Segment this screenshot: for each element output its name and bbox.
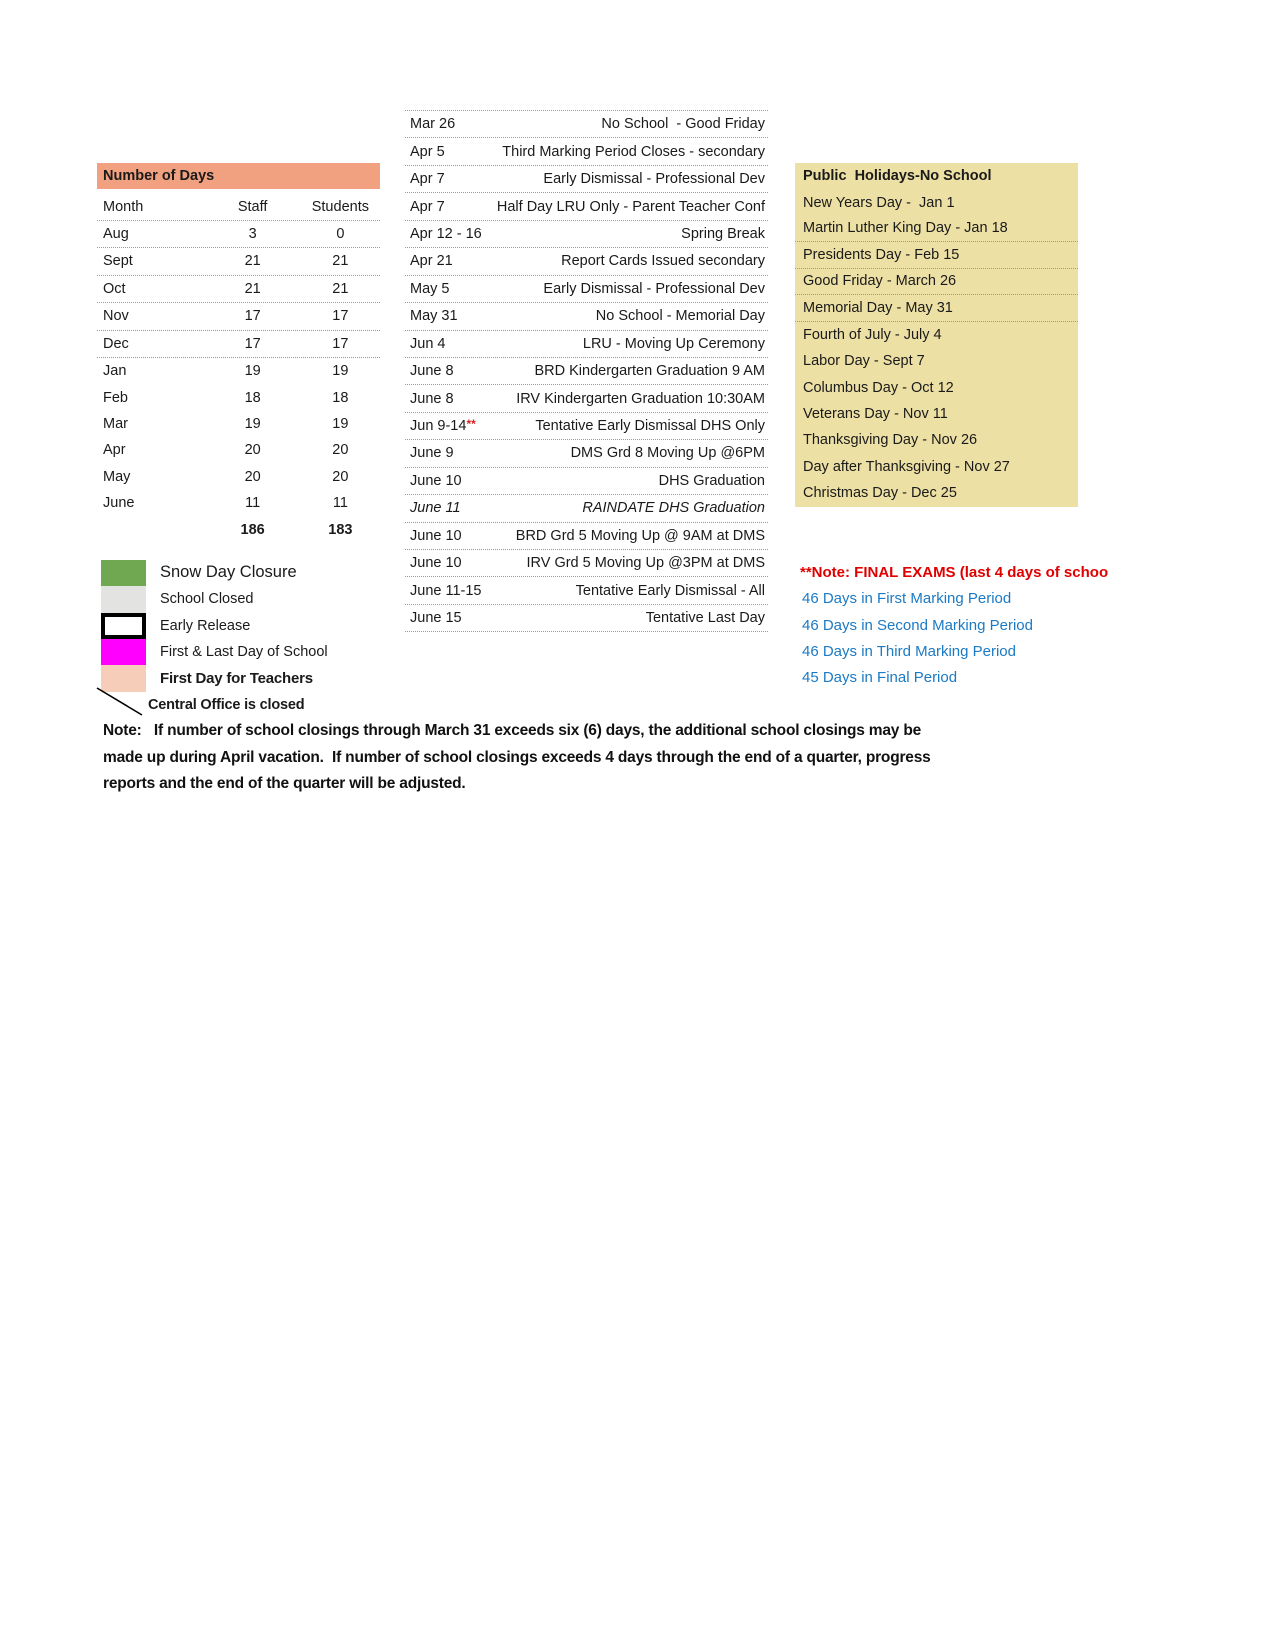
month-cell: Mar bbox=[103, 416, 128, 433]
event-date: Apr 21 bbox=[410, 253, 453, 270]
event-desc: Early Dismissal - Professional Dev bbox=[543, 171, 765, 188]
public-holidays-panel bbox=[795, 163, 1078, 507]
month-cell: Oct bbox=[103, 280, 126, 297]
event-date: Mar 26 bbox=[410, 116, 456, 133]
event-row bbox=[405, 440, 768, 467]
staff-cell: 17 bbox=[244, 335, 261, 352]
staff-cell: 21 bbox=[244, 280, 261, 297]
first-last-day-swatch bbox=[101, 639, 146, 665]
event-desc: Tentative Early Dismissal DHS Only bbox=[535, 418, 765, 435]
event-date: Apr 7 bbox=[410, 198, 445, 215]
event-desc: Third Marking Period Closes - secondary bbox=[502, 143, 765, 160]
event-date: Apr 5 bbox=[410, 143, 445, 160]
students-cell: 20 bbox=[332, 442, 349, 459]
event-desc: Report Cards Issued secondary bbox=[561, 253, 765, 270]
number-of-days-title: Number of Days bbox=[103, 168, 215, 185]
staff-cell: 20 bbox=[244, 468, 261, 485]
holiday-item: Day after Thanksgiving - Nov 27 bbox=[803, 458, 1010, 475]
event-row bbox=[405, 276, 768, 303]
event-row bbox=[405, 358, 768, 385]
event-desc: RAINDATE DHS Graduation bbox=[582, 500, 765, 517]
staff-cell: 19 bbox=[244, 363, 261, 380]
event-row bbox=[405, 138, 768, 165]
holiday-item: Presidents Day - Feb 15 bbox=[795, 242, 1078, 268]
event-desc: DHS Graduation bbox=[658, 472, 765, 489]
event-row bbox=[405, 248, 768, 275]
marking-period-note: 46 Days in Third Marking Period bbox=[802, 642, 1016, 660]
students-cell: 21 bbox=[332, 253, 349, 270]
early-release-swatch bbox=[101, 613, 146, 639]
students-cell: 17 bbox=[332, 308, 349, 325]
note-line: made up during April vacation. If number of school closings exceeds 4 days through the end of a quarter, progress bbox=[103, 748, 931, 766]
legend-item-early-release bbox=[101, 613, 328, 639]
number-of-days-table bbox=[97, 163, 380, 543]
legend-label: Snow Day Closure bbox=[160, 563, 297, 582]
legend-item-snow-day bbox=[101, 560, 328, 586]
totals-row bbox=[97, 517, 380, 543]
holiday-item: Columbus Day - Oct 12 bbox=[803, 379, 954, 396]
event-row bbox=[405, 193, 768, 220]
event-row-raindate bbox=[405, 495, 768, 522]
holiday-item: Thanksgiving Day - Nov 26 bbox=[803, 432, 978, 449]
snow-day-closure-swatch bbox=[101, 560, 146, 586]
color-legend bbox=[101, 560, 328, 692]
legend-item-first-last-day bbox=[101, 639, 328, 665]
month-cell: Aug bbox=[103, 225, 129, 242]
event-row bbox=[405, 605, 768, 632]
legend-label: Early Release bbox=[160, 617, 251, 634]
event-desc: BRD Grd 5 Moving Up @ 9AM at DMS bbox=[515, 527, 765, 544]
holiday-item: Veterans Day - Nov 11 bbox=[803, 406, 948, 423]
students-cell: 18 bbox=[332, 389, 349, 406]
event-date: June 8 bbox=[410, 363, 454, 380]
central-office-label: Central Office is closed bbox=[148, 697, 305, 714]
school-closed-swatch bbox=[101, 586, 146, 612]
staff-total: 186 bbox=[240, 521, 265, 538]
table-row bbox=[97, 464, 380, 490]
event-row bbox=[405, 331, 768, 358]
event-date: June 10 bbox=[410, 527, 462, 544]
event-date: May 31 bbox=[410, 308, 458, 325]
column-header-staff: Staff bbox=[237, 198, 268, 215]
number-of-days-header bbox=[97, 163, 380, 189]
students-cell: 17 bbox=[332, 335, 349, 352]
legend-label: School Closed bbox=[160, 591, 254, 608]
event-date: June 9 bbox=[410, 445, 454, 462]
marking-period-note: 46 Days in Second Marking Period bbox=[802, 616, 1033, 634]
school-closings-note bbox=[103, 718, 1133, 797]
staff-cell: 20 bbox=[244, 442, 261, 459]
month-cell: June bbox=[103, 495, 135, 512]
holiday-item: New Years Day - Jan 1 bbox=[803, 194, 955, 211]
table-row bbox=[97, 248, 380, 275]
table-row bbox=[97, 437, 380, 463]
public-holidays-title: Public Holidays-No School bbox=[803, 168, 992, 185]
event-desc: LRU - Moving Up Ceremony bbox=[582, 335, 765, 352]
month-cell: Jan bbox=[103, 363, 127, 380]
month-cell: Sept bbox=[103, 253, 133, 270]
event-row bbox=[405, 221, 768, 248]
event-desc: Tentative Last Day bbox=[645, 610, 765, 627]
legend-label: First & Last Day of School bbox=[160, 644, 328, 661]
month-cell: Feb bbox=[103, 389, 128, 406]
event-desc: No School - Good Friday bbox=[601, 116, 765, 133]
month-cell: Apr bbox=[103, 442, 126, 459]
event-date: Jun 9-14 bbox=[410, 418, 467, 435]
event-date: Apr 12 - 16 bbox=[410, 225, 482, 242]
event-desc: BRD Kindergarten Graduation 9 AM bbox=[534, 363, 765, 380]
month-cell: Dec bbox=[103, 335, 129, 352]
column-header-students: Students bbox=[311, 198, 369, 215]
students-cell: 21 bbox=[332, 280, 349, 297]
final-exams-note: **Note: FINAL EXAMS (last 4 days of schoo bbox=[800, 563, 1109, 581]
event-date: June 8 bbox=[410, 390, 454, 407]
legend-item-school-closed bbox=[101, 586, 328, 612]
students-total: 183 bbox=[328, 521, 353, 538]
students-cell: 20 bbox=[332, 468, 349, 485]
table-row bbox=[97, 303, 380, 330]
event-row bbox=[405, 303, 768, 330]
students-cell: 11 bbox=[332, 495, 348, 512]
event-row bbox=[405, 413, 768, 440]
days-column-header-row bbox=[97, 193, 380, 220]
table-row bbox=[97, 490, 380, 516]
staff-cell: 17 bbox=[244, 308, 261, 325]
legend-label: First Day for Teachers bbox=[160, 670, 313, 688]
holiday-item: Fourth of July - July 4 bbox=[803, 326, 942, 343]
staff-cell: 11 bbox=[245, 495, 261, 512]
table-row bbox=[97, 411, 380, 437]
table-row bbox=[97, 221, 380, 248]
students-cell: 19 bbox=[332, 416, 349, 433]
central-office-diagonal-line bbox=[94, 686, 146, 718]
students-cell: 0 bbox=[336, 225, 345, 242]
event-desc: DMS Grd 8 Moving Up @6PM bbox=[570, 445, 765, 462]
table-row bbox=[97, 384, 380, 410]
event-desc: Early Dismissal - Professional Dev bbox=[543, 280, 765, 297]
event-desc: Tentative Early Dismissal - All bbox=[575, 582, 765, 599]
event-date: June 11 bbox=[410, 500, 461, 517]
event-date: June 11-15 bbox=[410, 582, 482, 599]
holiday-item: Labor Day - Sept 7 bbox=[803, 353, 925, 370]
number-of-days-rows bbox=[97, 193, 380, 543]
marking-period-note: 46 Days in First Marking Period bbox=[802, 590, 1012, 608]
staff-cell: 18 bbox=[244, 389, 261, 406]
staff-cell: 3 bbox=[248, 225, 257, 242]
holiday-item: Christmas Day - Dec 25 bbox=[803, 485, 957, 502]
event-desc: Spring Break bbox=[681, 225, 765, 242]
event-date: June 10 bbox=[410, 555, 462, 572]
students-cell: 19 bbox=[332, 363, 349, 380]
table-row bbox=[97, 331, 380, 358]
holiday-item: Martin Luther King Day - Jan 18 bbox=[795, 216, 1078, 242]
event-date: June 10 bbox=[410, 472, 462, 489]
event-date: June 15 bbox=[410, 610, 462, 627]
column-header-month: Month bbox=[103, 198, 144, 215]
event-row bbox=[405, 468, 768, 495]
staff-cell: 19 bbox=[244, 416, 261, 433]
events-table bbox=[405, 110, 768, 632]
event-desc: Half Day LRU Only - Parent Teacher Conf bbox=[496, 198, 765, 215]
month-cell: Nov bbox=[103, 308, 129, 325]
event-desc: No School - Memorial Day bbox=[595, 308, 765, 325]
table-row bbox=[97, 358, 380, 384]
event-row bbox=[405, 110, 768, 138]
note-line: Note: If number of school closings through March 31 exceeds six (6) days, the additional school closings may be bbox=[103, 722, 922, 740]
month-cell: May bbox=[103, 468, 131, 485]
note-line: reports and the end of the quarter will be adjusted. bbox=[103, 775, 466, 793]
event-desc: IRV Grd 5 Moving Up @3PM at DMS bbox=[526, 555, 765, 572]
right-notes bbox=[800, 560, 1157, 692]
staff-cell: 21 bbox=[244, 253, 261, 270]
event-row bbox=[405, 577, 768, 604]
holiday-item: Good Friday - March 26 bbox=[795, 269, 1078, 295]
event-row bbox=[405, 523, 768, 550]
table-row bbox=[97, 276, 380, 303]
event-desc: IRV Kindergarten Graduation 10:30AM bbox=[516, 390, 765, 407]
event-date: May 5 bbox=[410, 280, 450, 297]
event-date: Jun 4 bbox=[410, 335, 446, 352]
event-row bbox=[405, 166, 768, 193]
marking-period-note: 45 Days in Final Period bbox=[802, 669, 958, 687]
holiday-item: Memorial Day - May 31 bbox=[795, 295, 1078, 321]
final-exams-asterisks: ** bbox=[466, 417, 476, 432]
event-row bbox=[405, 385, 768, 412]
event-row bbox=[405, 550, 768, 577]
event-date: Apr 7 bbox=[410, 171, 445, 188]
